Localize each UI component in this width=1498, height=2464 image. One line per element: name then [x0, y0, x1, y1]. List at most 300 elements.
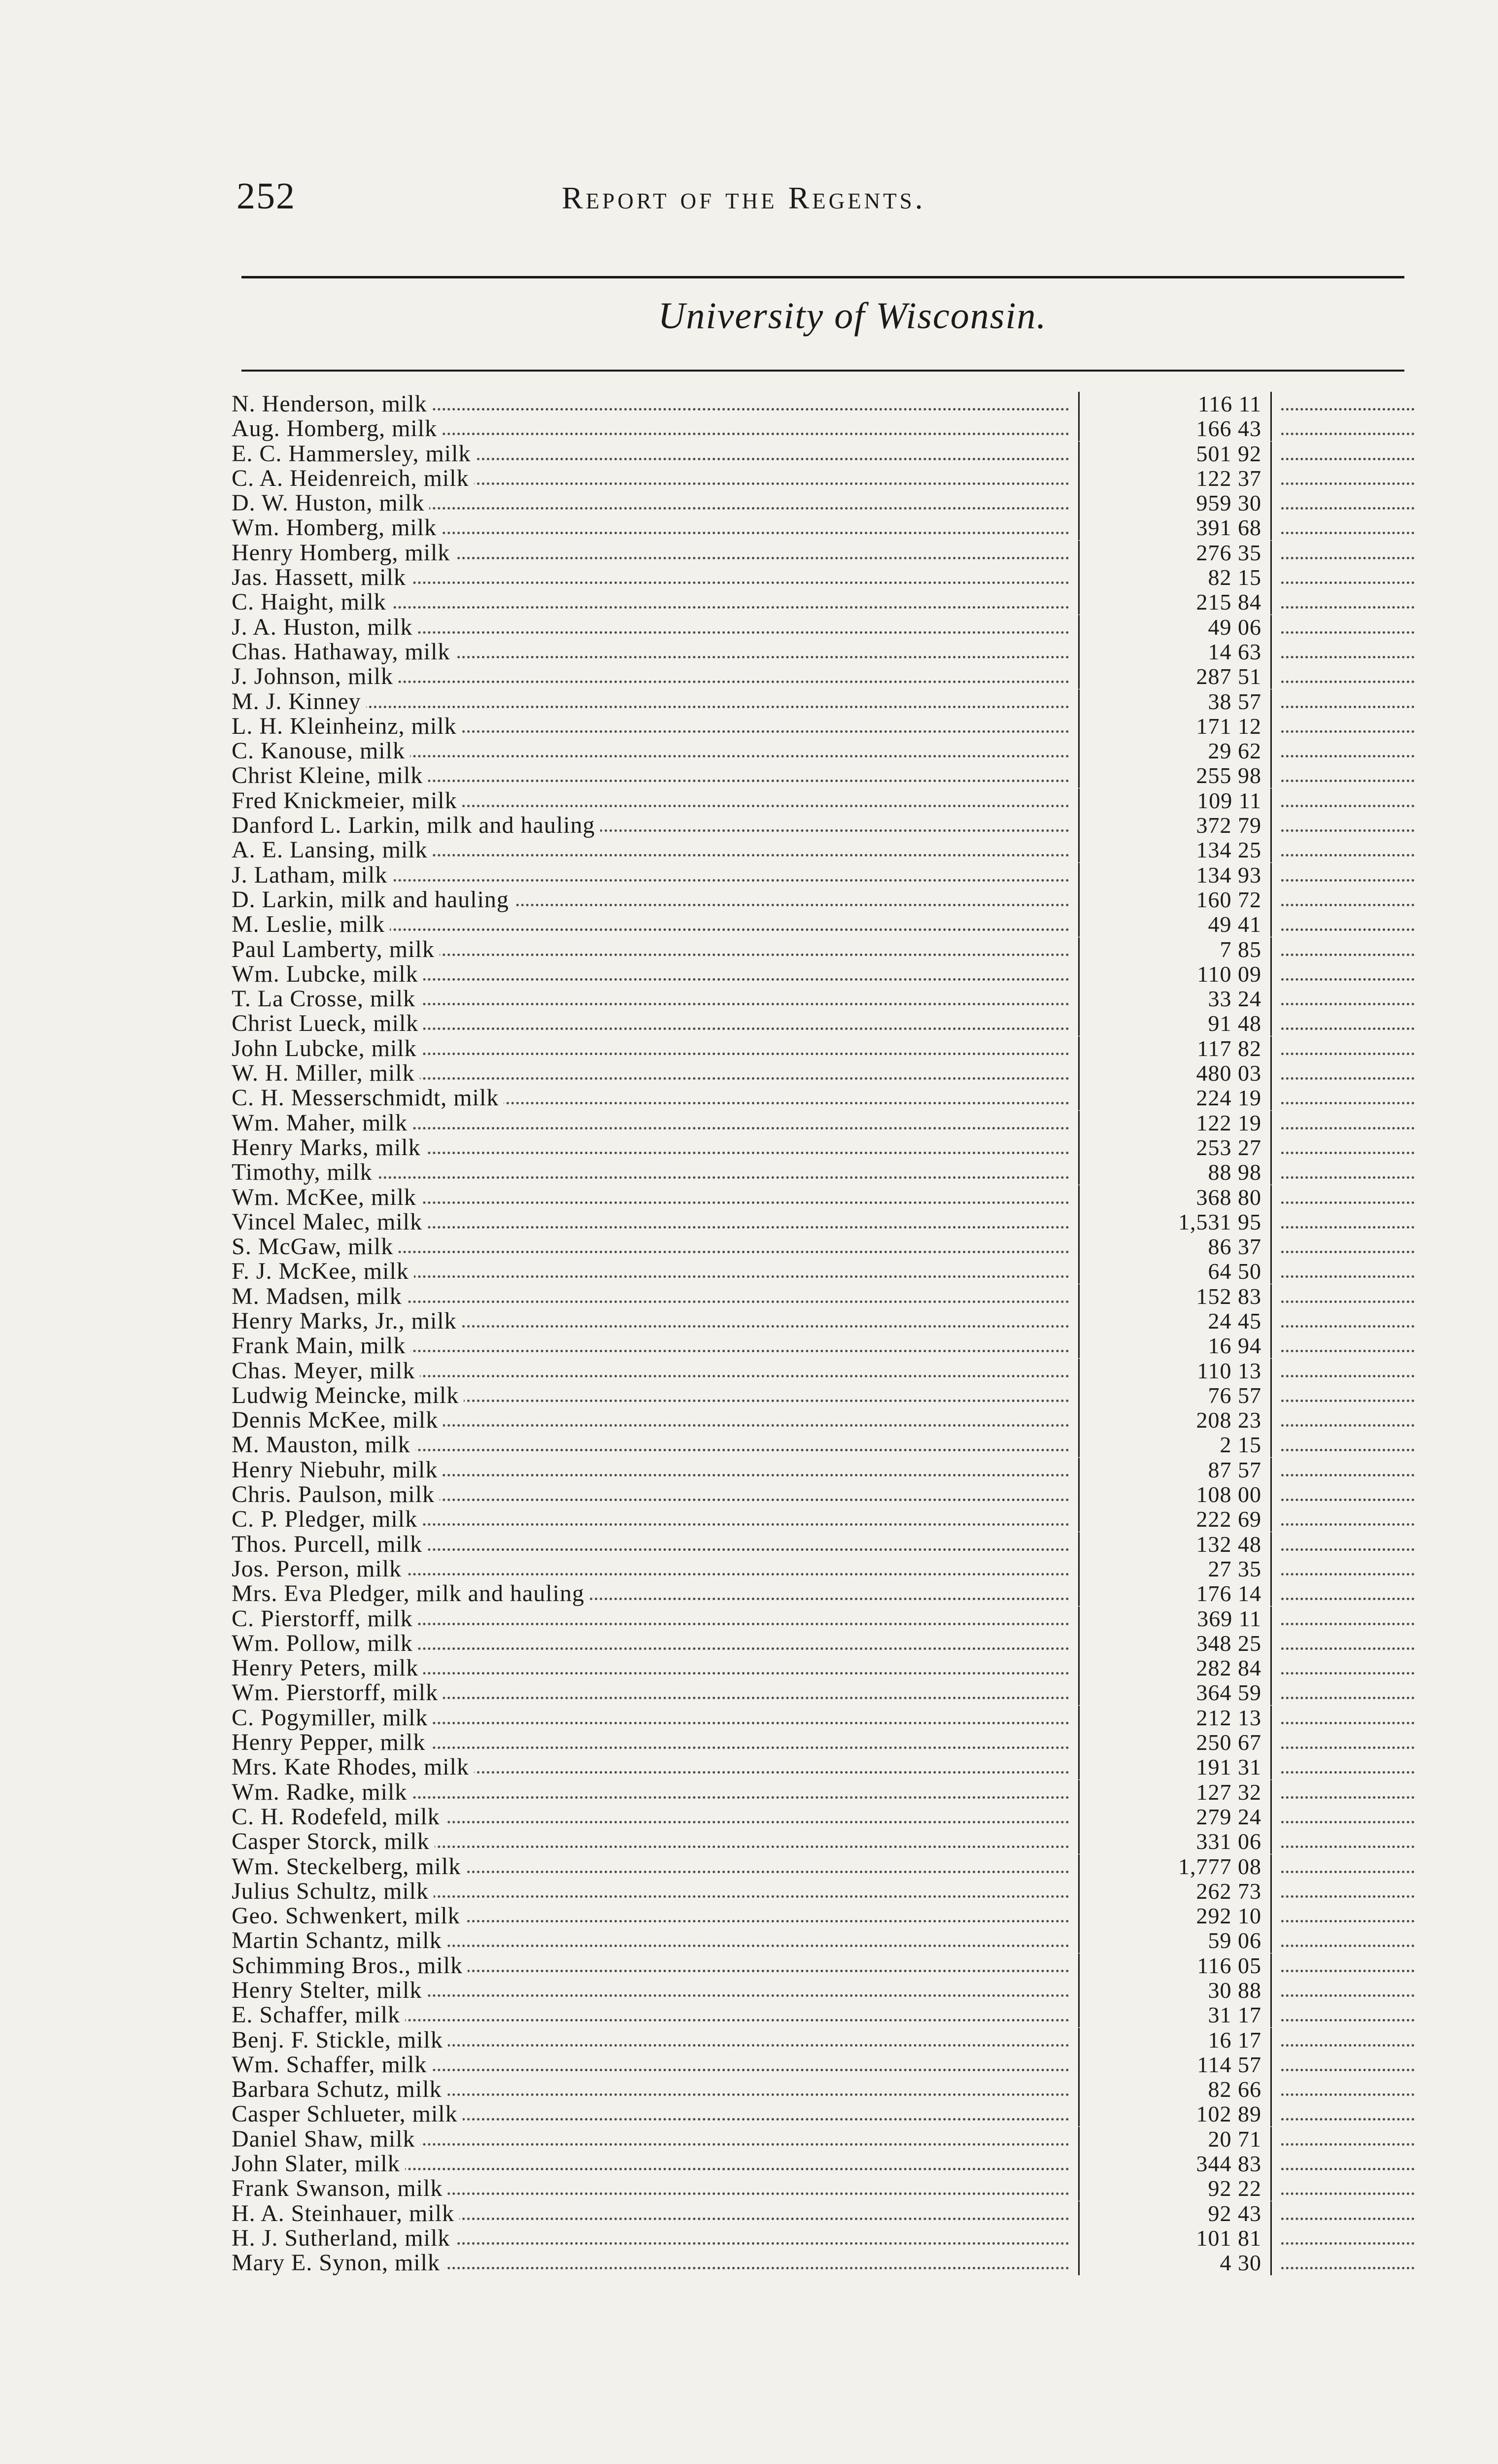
payee-name-text: Ludwig Meincke, milk	[232, 1383, 464, 1408]
column-divider	[1270, 813, 1272, 838]
blank-column-leader	[1281, 1532, 1414, 1557]
payee-name	[232, 1829, 1074, 1854]
ledger-row	[232, 2176, 1414, 2201]
payee-name-text: Frank Swanson, milk	[232, 2176, 447, 2201]
column-divider	[1078, 1854, 1080, 1879]
payee-name	[232, 1359, 1074, 1383]
amount: 29 62	[1208, 738, 1261, 764]
column-divider	[1270, 1805, 1272, 1829]
payee-name	[232, 888, 1074, 912]
column-divider	[1078, 838, 1080, 862]
blank-column-leader	[1281, 590, 1414, 615]
ledger-row	[232, 1879, 1414, 1904]
ledger-row	[232, 689, 1414, 714]
payee-name-text: John Lubcke, milk	[232, 1036, 422, 1061]
column-divider	[1270, 2176, 1272, 2201]
amount: 364 59	[1196, 1680, 1261, 1706]
blank-column-leader	[1281, 2176, 1414, 2201]
payee-name	[232, 2077, 1074, 2102]
payee-name	[232, 2226, 1074, 2251]
blank-column-leader	[1281, 1656, 1414, 1680]
ledger-row	[232, 1309, 1414, 1334]
amount: 250 67	[1196, 1730, 1261, 1755]
payee-name	[232, 1755, 1074, 1780]
column-divider	[1270, 2127, 1272, 2152]
amount: 116 05	[1197, 1952, 1261, 1978]
ledger-row	[232, 1904, 1414, 1928]
payee-name-text: Christ Lueck, milk	[232, 1011, 423, 1036]
amount: 108 00	[1196, 1482, 1261, 1507]
ledger-row	[232, 640, 1414, 664]
payee-name	[232, 1482, 1074, 1507]
column-divider	[1270, 689, 1272, 714]
column-divider	[1078, 1581, 1080, 1606]
amount: 1,531 95	[1178, 1209, 1261, 1234]
payee-name-text: E. Schaffer, milk	[232, 2003, 405, 2027]
ledger-row	[232, 962, 1414, 987]
payee-name-text: Henry Peters, milk	[232, 1656, 423, 1680]
column-divider	[1270, 1607, 1272, 1631]
column-divider	[1270, 1185, 1272, 1210]
amount: 222 69	[1196, 1506, 1261, 1532]
column-divider	[1078, 2102, 1080, 2126]
payee-name	[232, 1309, 1074, 1334]
payee-name	[232, 1879, 1074, 1904]
ledger-row	[232, 1680, 1414, 1705]
ledger-row	[232, 1284, 1414, 1309]
column-divider	[1270, 1284, 1272, 1309]
column-divider	[1270, 1458, 1272, 1482]
amount: 501 92	[1196, 441, 1261, 466]
payee-name	[232, 1730, 1074, 1755]
column-divider	[1270, 2028, 1272, 2053]
amount: 91 48	[1208, 1011, 1261, 1036]
payee-name-text: Wm. Steckelberg, milk	[232, 1854, 466, 1879]
payee-name	[232, 1978, 1074, 2003]
payee-name	[232, 1928, 1074, 1953]
payee-name	[232, 2251, 1074, 2275]
ledger-row	[232, 1458, 1414, 1482]
amount: 76 57	[1208, 1382, 1261, 1408]
payee-name	[232, 541, 1074, 565]
payee-name-text: Wm. Homberg, milk	[232, 515, 442, 540]
payee-name-text: Dennis McKee, milk	[232, 1408, 443, 1433]
amount: 101 81	[1196, 2225, 1261, 2251]
amount: 49 06	[1208, 614, 1261, 640]
ledger-row	[232, 1953, 1414, 1978]
column-divider	[1270, 615, 1272, 640]
column-divider	[1078, 739, 1080, 763]
payee-name-text: Henry Homberg, milk	[232, 541, 455, 565]
column-divider	[1078, 2176, 1080, 2201]
column-divider	[1270, 1581, 1272, 1606]
payee-name-text: Henry Stelter, milk	[232, 1978, 427, 2003]
payee-name-text: C. Kanouse, milk	[232, 739, 410, 763]
payee-name	[232, 1607, 1074, 1631]
column-divider	[1078, 937, 1080, 962]
column-divider	[1078, 1482, 1080, 1507]
payee-name-text: Fred Knickmeier, milk	[232, 788, 462, 813]
payee-name-text: Wm. McKee, milk	[232, 1185, 421, 1210]
column-divider	[1078, 962, 1080, 987]
amount: 171 12	[1196, 713, 1261, 739]
column-divider	[1078, 640, 1080, 664]
ledger-row	[232, 1359, 1414, 1383]
amount: 132 48	[1196, 1531, 1261, 1557]
payee-name	[232, 763, 1074, 788]
blank-column-leader	[1281, 739, 1414, 763]
payee-name	[232, 1408, 1074, 1433]
payee-name	[232, 1284, 1074, 1309]
blank-column-leader	[1281, 962, 1414, 987]
header-rule	[241, 276, 1404, 278]
column-divider	[1078, 1433, 1080, 1457]
column-divider	[1270, 491, 1272, 515]
payee-name-text: Casper Schlueter, milk	[232, 2102, 463, 2126]
payee-name	[232, 1805, 1074, 1829]
blank-column-leader	[1281, 2201, 1414, 2226]
blank-column-leader	[1281, 714, 1414, 739]
amount: 82 15	[1208, 565, 1261, 590]
payee-name-text: M. Mauston, milk	[232, 1433, 415, 1457]
blank-column-leader	[1281, 1680, 1414, 1705]
amount: 215 84	[1196, 589, 1261, 615]
ledger-row	[232, 1829, 1414, 1854]
blank-column-leader	[1281, 1284, 1414, 1309]
payee-name-text: C. Haight, milk	[232, 590, 391, 615]
ledger-row	[232, 2201, 1414, 2226]
column-divider	[1078, 1780, 1080, 1805]
payee-name	[232, 565, 1074, 590]
amount: 102 89	[1196, 2101, 1261, 2127]
payee-name	[232, 1160, 1074, 1185]
blank-column-leader	[1281, 1210, 1414, 1234]
column-divider	[1270, 1829, 1272, 1854]
column-divider	[1078, 541, 1080, 565]
column-divider	[1270, 1978, 1272, 2003]
column-divider	[1270, 2251, 1272, 2275]
amount: 344 83	[1196, 2151, 1261, 2177]
payee-name	[232, 1631, 1074, 1656]
payee-name-text: A. E. Lansing, milk	[232, 838, 433, 862]
payee-name-text: C. Pierstorff, milk	[232, 1607, 417, 1631]
amount: 88 98	[1208, 1160, 1261, 1185]
blank-column-leader	[1281, 788, 1414, 813]
ledger-row	[232, 1532, 1414, 1557]
ledger-row	[232, 788, 1414, 813]
payee-name-text: S. McGaw, milk	[232, 1234, 398, 1259]
column-divider	[1078, 1532, 1080, 1557]
payee-name-text: H. A. Steinhauer, milk	[232, 2201, 459, 2226]
payee-name	[232, 416, 1074, 441]
ledger-row	[232, 714, 1414, 739]
payee-name-text: J. Latham, milk	[232, 863, 392, 888]
blank-column-leader	[1281, 1036, 1414, 1061]
blank-column-leader	[1281, 1829, 1414, 1854]
amount: 64 50	[1208, 1259, 1261, 1284]
payee-name-text: Schimming Bros., milk	[232, 1953, 468, 1978]
column-divider	[1270, 2077, 1272, 2102]
payee-name-text: C. H. Messerschmidt, milk	[232, 1086, 504, 1110]
amount: 114 57	[1197, 2052, 1261, 2077]
column-divider	[1078, 1755, 1080, 1780]
ledger-row	[232, 1706, 1414, 1730]
column-divider	[1270, 1259, 1272, 1284]
amount: 33 24	[1208, 986, 1261, 1012]
payee-name-text: Henry Niebuhr, milk	[232, 1458, 443, 1482]
column-divider	[1078, 863, 1080, 888]
column-divider	[1078, 1458, 1080, 1482]
payee-name-text: Chas. Meyer, milk	[232, 1359, 420, 1383]
column-divider	[1270, 1482, 1272, 1507]
column-divider	[1270, 1111, 1272, 1135]
blank-column-leader	[1281, 1706, 1414, 1730]
amount: 92 43	[1208, 2200, 1261, 2226]
column-divider	[1078, 987, 1080, 1011]
column-divider	[1078, 788, 1080, 813]
ledger-row	[232, 1234, 1414, 1259]
column-divider	[1270, 1011, 1272, 1036]
ledger-row	[232, 466, 1414, 491]
amount: 24 45	[1208, 1308, 1261, 1334]
payee-name	[232, 664, 1074, 689]
column-divider	[1078, 1631, 1080, 1656]
blank-column-leader	[1281, 1904, 1414, 1928]
payee-name-text: W. H. Miller, milk	[232, 1061, 420, 1086]
amount: 1,777 08	[1178, 1853, 1261, 1879]
column-divider	[1270, 1730, 1272, 1755]
blank-column-leader	[1281, 1160, 1414, 1185]
amount: 2 15	[1220, 1432, 1261, 1458]
column-divider	[1078, 1185, 1080, 1210]
amount: 134 25	[1196, 837, 1261, 863]
column-divider	[1270, 466, 1272, 491]
payee-name	[232, 788, 1074, 813]
ledger-row	[232, 565, 1414, 590]
column-divider	[1078, 1829, 1080, 1854]
ledger-row	[232, 1730, 1414, 1755]
column-divider	[1078, 1805, 1080, 1829]
amount: 20 71	[1208, 2126, 1261, 2152]
payee-name-text: Mrs. Kate Rhodes, milk	[232, 1755, 474, 1780]
payee-name-text: N. Henderson, milk	[232, 392, 432, 416]
payee-name	[232, 2127, 1074, 2152]
ledger-row	[232, 1111, 1414, 1135]
ledger-row	[232, 2053, 1414, 2077]
blank-column-leader	[1281, 615, 1414, 640]
payee-name-text: Daniel Shaw, milk	[232, 2127, 420, 2152]
payee-name-text: D. W. Huston, milk	[232, 491, 429, 515]
blank-column-leader	[1281, 912, 1414, 937]
blank-column-leader	[1281, 466, 1414, 491]
blank-column-leader	[1281, 1234, 1414, 1259]
running-head: Report of the Regents.	[562, 180, 926, 215]
payee-name	[232, 1259, 1074, 1284]
column-divider	[1270, 2226, 1272, 2251]
amount: 134 93	[1196, 862, 1261, 888]
ledger-row	[232, 1482, 1414, 1507]
blank-column-leader	[1281, 888, 1414, 912]
payee-name	[232, 1086, 1074, 1110]
ledger-row	[232, 1780, 1414, 1805]
column-divider	[1270, 987, 1272, 1011]
payee-name-text: M. J. Kinney	[232, 689, 366, 714]
ledger-row	[232, 1607, 1414, 1631]
column-divider	[1078, 763, 1080, 788]
amount: 276 35	[1196, 540, 1261, 565]
payee-name	[232, 466, 1074, 491]
ledger-row	[232, 1433, 1414, 1457]
column-divider	[1270, 2102, 1272, 2126]
column-divider	[1270, 1854, 1272, 1879]
payee-name	[232, 1210, 1074, 1234]
blank-column-leader	[1281, 1755, 1414, 1780]
payee-name	[232, 2028, 1074, 2053]
payee-name-text: Mrs. Eva Pledger, milk and hauling	[232, 1581, 589, 1606]
payee-name	[232, 491, 1074, 515]
column-divider	[1270, 1507, 1272, 1532]
blank-column-leader	[1281, 1631, 1414, 1656]
column-divider	[1078, 466, 1080, 491]
blank-column-leader	[1281, 1309, 1414, 1334]
column-divider	[1078, 2201, 1080, 2226]
payee-name	[232, 813, 1074, 838]
amount: 110 13	[1197, 1358, 1261, 1383]
column-divider	[1078, 1607, 1080, 1631]
column-divider	[1270, 1334, 1272, 1358]
blank-column-leader	[1281, 987, 1414, 1011]
amount: 16 94	[1208, 1333, 1261, 1359]
blank-column-leader	[1281, 2028, 1414, 2053]
payee-name-text: C. Pogymiller, milk	[232, 1706, 433, 1730]
amount: 49 41	[1208, 912, 1261, 937]
column-divider	[1270, 442, 1272, 466]
column-divider	[1078, 1978, 1080, 2003]
blank-column-leader	[1281, 1433, 1414, 1457]
column-divider	[1270, 763, 1272, 788]
payee-name	[232, 1061, 1074, 1086]
column-divider	[1270, 541, 1272, 565]
payee-name	[232, 1680, 1074, 1705]
payee-name-text: E. C. Hammersley, milk	[232, 442, 476, 466]
payee-name	[232, 1953, 1074, 1978]
payee-name-text: Mary E. Synon, milk	[232, 2251, 445, 2275]
column-divider	[1078, 888, 1080, 912]
column-divider	[1270, 962, 1272, 987]
column-divider	[1078, 2028, 1080, 2053]
column-divider	[1270, 1359, 1272, 1383]
column-divider	[1270, 788, 1272, 813]
payee-name	[232, 640, 1074, 664]
ledger-row	[232, 1581, 1414, 1606]
ledger-row	[232, 1061, 1414, 1086]
payee-name-text: Wm. Lubcke, milk	[232, 962, 423, 987]
payee-name-text: Barbara Schutz, milk	[232, 2077, 447, 2102]
amount: 191 31	[1196, 1754, 1261, 1780]
payee-name	[232, 1532, 1074, 1557]
payee-name	[232, 1111, 1074, 1135]
blank-column-leader	[1281, 2053, 1414, 2077]
payee-name-text: Jas. Hassett, milk	[232, 565, 411, 590]
column-divider	[1270, 2003, 1272, 2027]
payee-name	[232, 962, 1074, 987]
amount: 287 51	[1196, 664, 1261, 689]
ledger-row	[232, 2102, 1414, 2126]
blank-column-leader	[1281, 1359, 1414, 1383]
payee-name-text: Paul Lamberty, milk	[232, 937, 440, 962]
blank-column-leader	[1281, 1730, 1414, 1755]
amount: 262 73	[1196, 1878, 1261, 1904]
column-divider	[1270, 863, 1272, 888]
amount: 82 66	[1208, 2077, 1261, 2102]
amount: 27 35	[1208, 1556, 1261, 1581]
column-divider	[1270, 1953, 1272, 1978]
amount: 292 10	[1196, 1903, 1261, 1929]
column-divider	[1270, 1656, 1272, 1680]
blank-column-leader	[1281, 1507, 1414, 1532]
amount: 166 43	[1196, 416, 1261, 442]
amount: 109 11	[1197, 787, 1261, 813]
column-divider	[1078, 2226, 1080, 2251]
column-divider	[1270, 1408, 1272, 1433]
amount: 279 24	[1196, 1804, 1261, 1829]
amount: 86 37	[1208, 1234, 1261, 1260]
column-divider	[1270, 937, 1272, 962]
column-divider	[1078, 1334, 1080, 1358]
column-divider	[1078, 1879, 1080, 1904]
amount: 282 84	[1196, 1655, 1261, 1681]
amount: 59 06	[1208, 1928, 1261, 1953]
column-divider	[1078, 1309, 1080, 1334]
ledger-row	[232, 1011, 1414, 1036]
payee-name	[232, 442, 1074, 466]
payee-name	[232, 1383, 1074, 1408]
section-rule	[241, 370, 1404, 372]
ledger-row	[232, 2127, 1414, 2152]
payee-name	[232, 689, 1074, 714]
column-divider	[1270, 2201, 1272, 2226]
blank-column-leader	[1281, 392, 1414, 416]
blank-column-leader	[1281, 1482, 1414, 1507]
payee-name	[232, 1036, 1074, 1061]
blank-column-leader	[1281, 1011, 1414, 1036]
ledger-row	[232, 912, 1414, 937]
column-divider	[1078, 1383, 1080, 1408]
column-divider	[1270, 1210, 1272, 1234]
payee-name-text: Casper Storck, milk	[232, 1829, 435, 1854]
column-divider	[1078, 1086, 1080, 1110]
ledger-row	[232, 590, 1414, 615]
ledger-row	[232, 2003, 1414, 2027]
blank-column-leader	[1281, 664, 1414, 689]
payee-name	[232, 1904, 1074, 1928]
column-divider	[1078, 1904, 1080, 1928]
amount: 152 83	[1196, 1283, 1261, 1309]
ledger-row	[232, 888, 1414, 912]
payee-name	[232, 1706, 1074, 1730]
payee-name	[232, 1234, 1074, 1259]
amount: 160 72	[1196, 887, 1261, 912]
blank-column-leader	[1281, 2251, 1414, 2275]
payee-name-text: Wm. Pollow, milk	[232, 1631, 418, 1656]
payee-name-text: M. Madsen, milk	[232, 1284, 407, 1309]
payee-name-text: Julius Schultz, milk	[232, 1879, 434, 1904]
section-title: University of Wisconsin.	[658, 295, 1047, 337]
ledger-row	[232, 987, 1414, 1011]
column-divider	[1078, 1706, 1080, 1730]
blank-column-leader	[1281, 2127, 1414, 2152]
column-divider	[1270, 1557, 1272, 1581]
